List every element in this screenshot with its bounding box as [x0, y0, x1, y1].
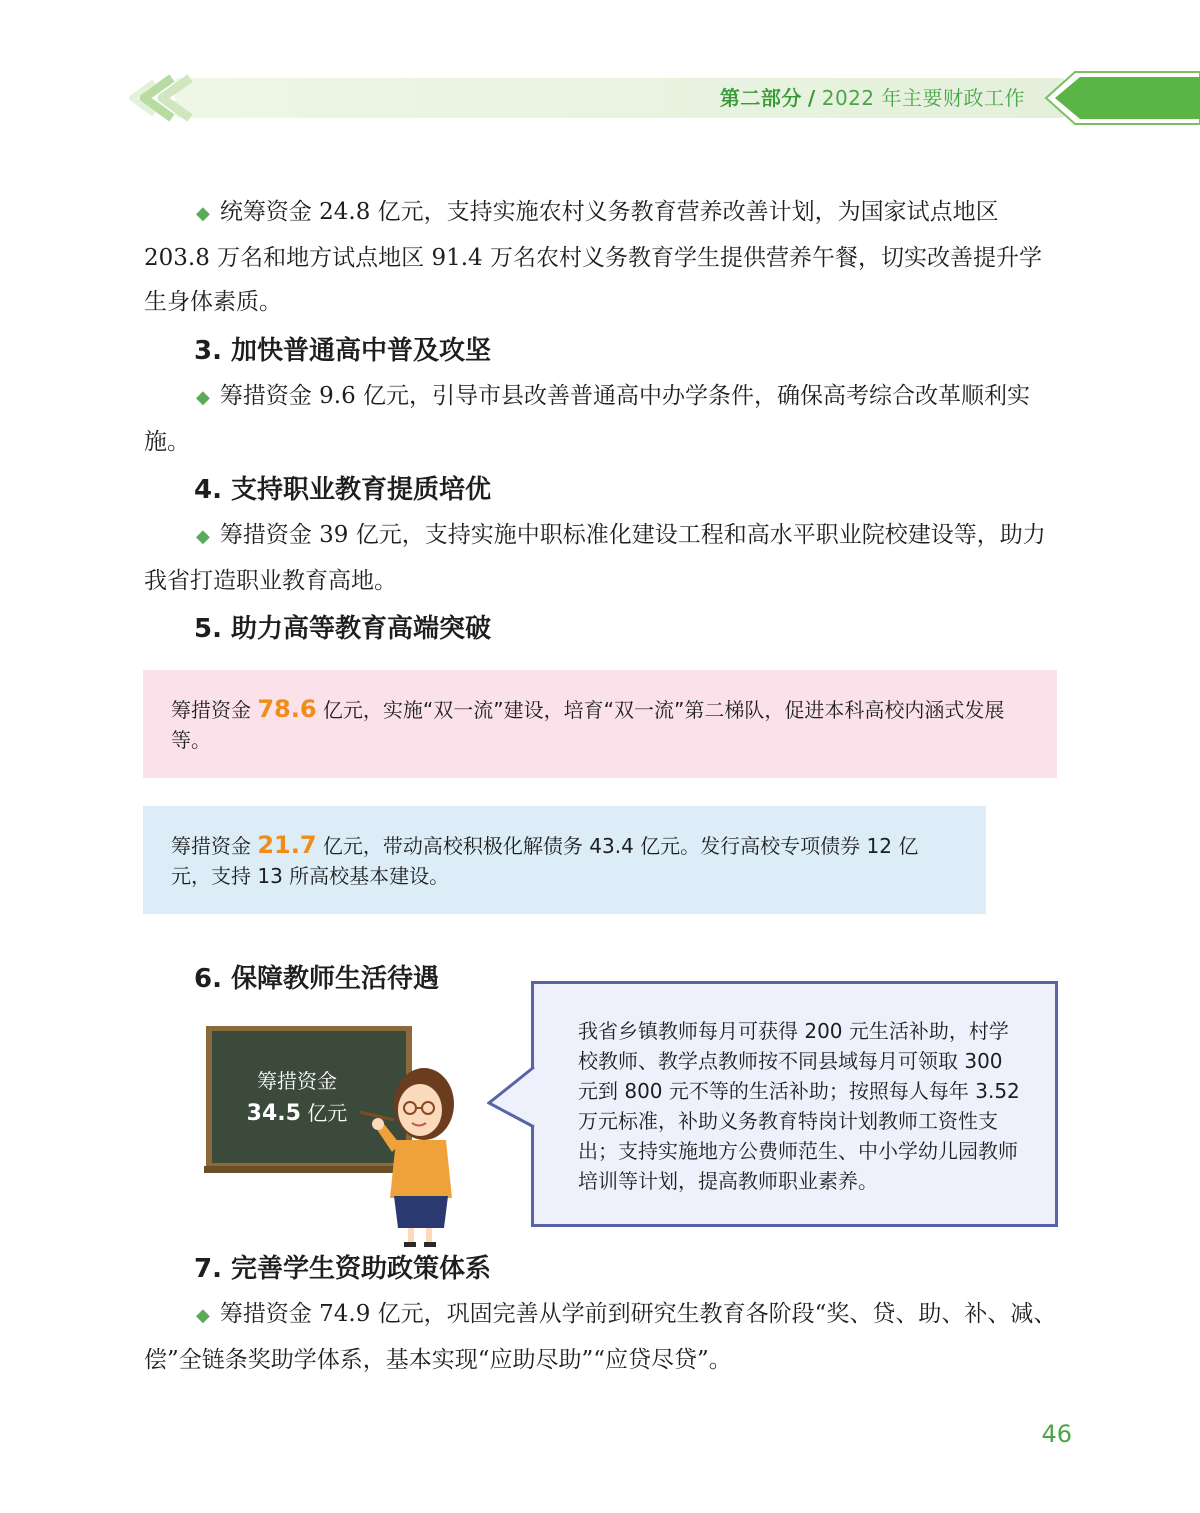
paragraph-text: 筹措资金 74.9 亿元，巩固完善从学前到研究生教育各阶段“奖、贷、助、补、减、偿”全链条奖助学体系，基本实现“应助尽助”“应贷尽贷”。: [144, 1301, 1057, 1373]
chalkboard-amount: 34.5: [246, 1101, 301, 1126]
chalkboard-text: [222, 1065, 372, 1130]
header-part: 第二部分: [719, 86, 802, 110]
callout-amount: 78.6: [257, 695, 317, 723]
callout-prefix: 筹措资金: [171, 698, 258, 722]
paragraph-text: 统筹资金 24.8 亿元，支持实施农村义务教育营养改善计划，为国家试点地区 203.8 万名和地方试点地区 91.4 万名农村义务教育学生提供营养午餐，切实改善提升学生身体素质。: [144, 199, 1042, 315]
section-heading-4: 4. 支持职业教育提质培优: [194, 475, 492, 505]
section-heading-7: 7. 完善学生资助政策体系: [194, 1254, 492, 1284]
callout-higher-education: [143, 670, 1057, 778]
callout-text: 亿元，带动高校积极化解债务 43.4 亿元。发行高校专项债券 12 亿元，支持 13 所高校基本建设。: [171, 834, 919, 888]
diamond-bullet-icon: ◆: [196, 1305, 210, 1326]
diamond-bullet-icon: ◆: [196, 387, 210, 408]
paragraph-nutrition: [144, 190, 1060, 324]
callout-prefix: 筹措资金: [171, 834, 258, 858]
paragraph-high-school: [144, 374, 1060, 464]
chalkboard-unit: 亿元: [300, 1101, 348, 1125]
arrow-tab-icon: [1046, 72, 1200, 124]
callout-text: 亿元，实施“双一流”建设，培育“双一流”第二梯队，促进本科高校内涵式发展等。: [171, 698, 1005, 752]
page-number: 46: [1041, 1420, 1072, 1448]
paragraph-vocational: [144, 513, 1060, 603]
paragraph-text: 筹措资金 39 亿元，支持实施中职标准化建设工程和高水平职业院校建设等，助力我省打造职业教育高地。: [144, 522, 1046, 594]
page-header: [0, 70, 1200, 126]
section-heading-6: 6. 保障教师生活待遇: [194, 964, 440, 994]
section-heading-3: 3. 加快普通高中普及攻坚: [194, 336, 492, 366]
paragraph-text: 筹措资金 9.6 亿元，引导市县改善普通高中办学条件，确保高考综合改革顺利实施。: [144, 383, 1031, 455]
chalkboard-label: 筹措资金: [257, 1069, 337, 1093]
callout-amount: 21.7: [257, 831, 317, 859]
speech-bubble-tail-icon: [487, 1065, 537, 1129]
paragraph-student-aid: [144, 1292, 1060, 1382]
section-heading-5: 5. 助力高等教育高端突破: [194, 614, 492, 644]
speech-bubble-text: 我省乡镇教师每月可获得 200 元生活补助，村学校教师、教学点教师按不同县域每月可领取 300 元到 800 元不等的生活补助；按照每人每年 3.52 万元标准，补助义务教育特岗计划教师工资性支出；支持实施地方公费师范生、中小学幼儿园教师培训等计划，提高教师职业素养。: [578, 1019, 1020, 1193]
teacher-chalkboard-illustration: [200, 1020, 460, 1250]
header-separator: /: [807, 86, 816, 110]
diamond-bullet-icon: ◆: [196, 203, 210, 224]
diamond-bullet-icon: ◆: [196, 526, 210, 547]
header-title: [720, 82, 1025, 111]
teacher-illustration-icon: [200, 1020, 460, 1250]
header-section-title: 2022 年主要财政工作: [821, 86, 1025, 110]
speech-bubble-teacher-subsidy: [531, 981, 1058, 1227]
callout-university-debt: [143, 806, 986, 914]
